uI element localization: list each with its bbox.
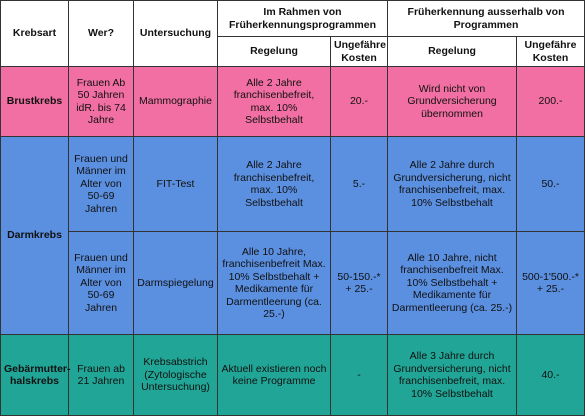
cell-prog-regelung: Alle 10 Jahre, franchisenbefreit Max. 10% Selbstbehalt + Medikamente für Darmentleerung (ca. 25.-) <box>218 232 331 335</box>
cell-prog-kosten: 20.- <box>331 67 388 137</box>
cell-ext-kosten: 40.- <box>517 335 585 416</box>
cell-ext-kosten: 500-1'500.-* + 25.- <box>517 232 585 335</box>
cell-ext-kosten: 50.- <box>517 137 585 232</box>
header-ext-regelung: Regelung <box>388 37 517 67</box>
cell-ext-regelung: Wird nicht von Grundversicherung übernommen <box>388 67 517 137</box>
cell-prog-regelung: Alle 2 Jahre franchisenbefreit, max. 10% Selbstbehalt <box>218 67 331 137</box>
cell-ext-regelung: Alle 3 Jahre durch Grundversicherung, nicht franchisenbefreit, max. 10% Selbstbehalt <box>388 335 517 416</box>
header-ausserhalb: Früherkennung ausserhalb von Programmen <box>388 1 585 37</box>
header-ext-kosten: Ungefähre Kosten <box>517 37 585 67</box>
header-row-1 <box>1 1 585 37</box>
cell-ext-kosten: 200.- <box>517 67 585 137</box>
cell-untersuchung: Krebsabstrich (Zytologische Untersuchung) <box>134 335 218 416</box>
cell-ext-regelung: Alle 2 Jahre durch Grundversicherung, nicht franchisenbefreit, max. 10% Selbstbehalt <box>388 137 517 232</box>
cell-krebsart: Darmkrebs <box>1 137 69 335</box>
row-brustkrebs <box>1 67 585 137</box>
header-prog-regelung: Regelung <box>218 37 331 67</box>
cell-prog-regelung: Alle 2 Jahre franchisenbefreit, max. 10% Selbstbehalt <box>218 137 331 232</box>
header-untersuchung: Untersuchung <box>134 1 218 67</box>
cell-krebsart: Gebärmutter-halskrebs <box>1 335 69 416</box>
cell-prog-kosten: 50-150.-* + 25.- <box>331 232 388 335</box>
row-darmkrebs-fit <box>1 137 585 232</box>
cell-prog-kosten: 5.- <box>331 137 388 232</box>
header-wer: Wer? <box>69 1 134 67</box>
header-im-rahmen: Im Rahmen von Früherkennungsprogrammen <box>218 1 388 37</box>
header-krebsart: Krebsart <box>1 1 69 67</box>
cell-prog-regelung: Aktuell existieren noch keine Programme <box>218 335 331 416</box>
header-prog-kosten: Ungefähre Kosten <box>331 37 388 67</box>
cell-krebsart: Brustkrebs <box>1 67 69 137</box>
cell-ext-regelung: Alle 10 Jahre, nicht franchisenbefreit Max. 10% Selbstbehalt + Medikamente für Darmentleerung (ca. 25.-) <box>388 232 517 335</box>
row-darmkrebs-spiegelung <box>1 232 585 335</box>
row-gebaermutterhalskrebs <box>1 335 585 416</box>
cell-wer: Frauen und Männer im Alter von 50-69 Jahren <box>69 137 134 232</box>
cell-untersuchung: Mammographie <box>134 67 218 137</box>
cell-wer: Frauen Ab 50 Jahren idR. bis 74 Jahre <box>69 67 134 137</box>
cell-untersuchung: FIT-Test <box>134 137 218 232</box>
cell-wer: Frauen und Männer im Alter von 50-69 Jahren <box>69 232 134 335</box>
cell-wer: Frauen ab 21 Jahren <box>69 335 134 416</box>
cell-untersuchung: Darmspiegelung <box>134 232 218 335</box>
cell-prog-kosten: - <box>331 335 388 416</box>
